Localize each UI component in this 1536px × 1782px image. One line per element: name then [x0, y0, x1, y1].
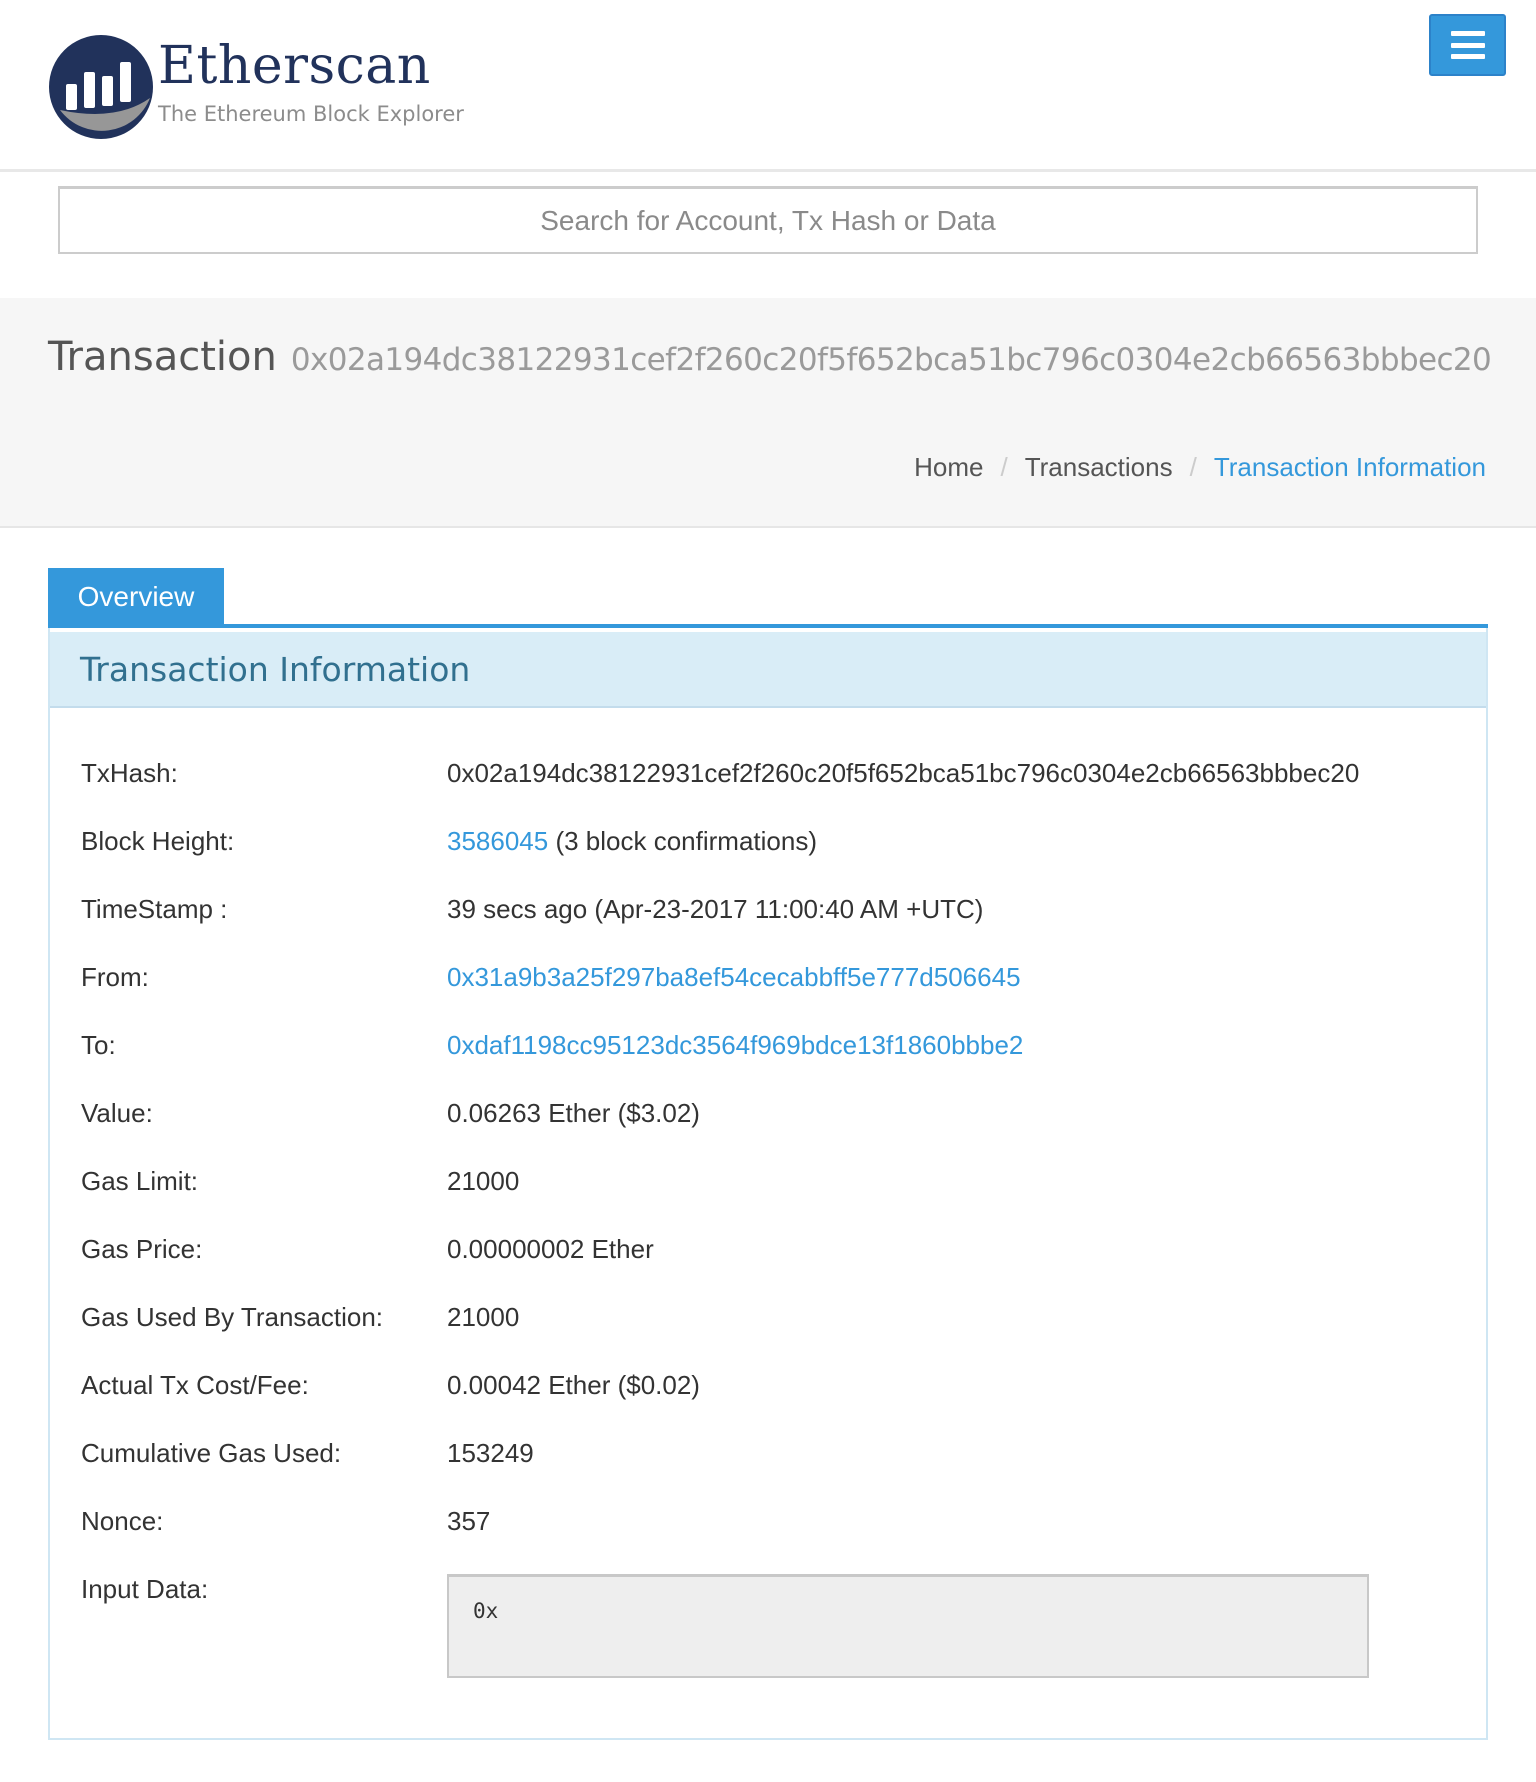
timestamp-value: 39 secs ago (Apr-23-2017 11:00:40 AM +UTC)	[447, 894, 984, 924]
breadcrumb-current: Transaction Information	[1213, 452, 1486, 482]
detail-row-to	[50, 1030, 1486, 1098]
block-height-value	[447, 826, 817, 857]
cumulative-gas-value: 153249	[447, 1438, 534, 1468]
search-input[interactable]	[58, 186, 1478, 254]
detail-row-input-data	[50, 1574, 1486, 1684]
breadcrumb-home-link[interactable]: Home	[914, 452, 984, 482]
detail-row-value	[50, 1098, 1486, 1166]
from-label: From:	[81, 962, 149, 992]
tab-overview[interactable]: Overview	[48, 568, 224, 626]
cumulative-gas-label: Cumulative Gas Used:	[81, 1438, 342, 1468]
etherscan-logo-icon	[46, 32, 156, 142]
to-label: To:	[81, 1030, 116, 1060]
page-title: Transaction	[48, 334, 277, 380]
breadcrumb-transactions-link[interactable]: Transactions	[1024, 452, 1173, 482]
value-label: Value:	[81, 1098, 153, 1128]
input-data-label: Input Data:	[81, 1574, 209, 1604]
menu-button[interactable]	[1429, 14, 1506, 76]
transaction-info-panel	[48, 628, 1488, 1740]
input-data-box[interactable]: 0x	[447, 1574, 1369, 1678]
breadcrumb	[914, 452, 1486, 483]
site-logo[interactable]	[46, 32, 466, 142]
brand-tagline: The Ethereum Block Explorer	[158, 102, 464, 126]
site-header	[0, 0, 1536, 172]
nonce-value: 357	[447, 1506, 491, 1536]
page-title-row	[48, 334, 1491, 380]
from-address-link[interactable]: 0x31a9b3a25f297ba8ef54cecabbff5e777d506645	[447, 962, 1021, 992]
nonce-label: Nonce:	[81, 1506, 164, 1536]
detail-row-fee	[50, 1370, 1486, 1438]
detail-row-timestamp	[50, 894, 1486, 962]
detail-row-gas-price	[50, 1234, 1486, 1302]
panel-title: Transaction Information	[80, 650, 471, 689]
txhash-value: 0x02a194dc38122931cef2f260c20f5f652bca51bc796c0304e2cb66563bbbec20	[447, 758, 1360, 788]
gas-used-value: 21000	[447, 1302, 520, 1332]
detail-row-nonce	[50, 1506, 1486, 1574]
block-height-label: Block Height:	[81, 826, 235, 856]
gas-used-label: Gas Used By Transaction:	[81, 1302, 384, 1332]
gas-price-label: Gas Price:	[81, 1234, 203, 1264]
brand-name: Etherscan	[158, 36, 431, 96]
to-address-link[interactable]: 0xdaf1198cc95123dc3564f969bdce13f1860bbbe2	[447, 1030, 1024, 1060]
page-title-hash: 0x02a194dc38122931cef2f260c20f5f652bca51bc796c0304e2cb66563bbbec20	[290, 342, 1492, 378]
detail-row-cumulative-gas	[50, 1438, 1486, 1506]
block-height-link[interactable]: 3586045	[447, 826, 549, 856]
fee-label: Actual Tx Cost/Fee:	[81, 1370, 309, 1400]
detail-row-gas-used	[50, 1302, 1486, 1370]
breadcrumb-separator: /	[1189, 452, 1197, 482]
panel-heading	[50, 632, 1486, 708]
fee-value: 0.00042 Ether ($0.02)	[447, 1370, 700, 1400]
value-value: 0.06263 Ether ($3.02)	[447, 1098, 700, 1128]
detail-row-gas-limit	[50, 1166, 1486, 1234]
detail-row-from	[50, 962, 1486, 1030]
txhash-label: TxHash:	[81, 758, 178, 788]
hamburger-menu-icon	[1451, 31, 1485, 59]
detail-row-block-height	[50, 826, 1486, 894]
timestamp-label: TimeStamp :	[81, 894, 228, 924]
detail-row-txhash	[50, 758, 1486, 826]
breadcrumb-separator: /	[1000, 452, 1008, 482]
page-title-band	[0, 298, 1536, 528]
gas-limit-value: 21000	[447, 1166, 520, 1196]
block-confirmations: (3 block confirmations)	[548, 826, 817, 856]
gas-limit-label: Gas Limit:	[81, 1166, 199, 1196]
gas-price-value: 0.00000002 Ether	[447, 1234, 654, 1264]
